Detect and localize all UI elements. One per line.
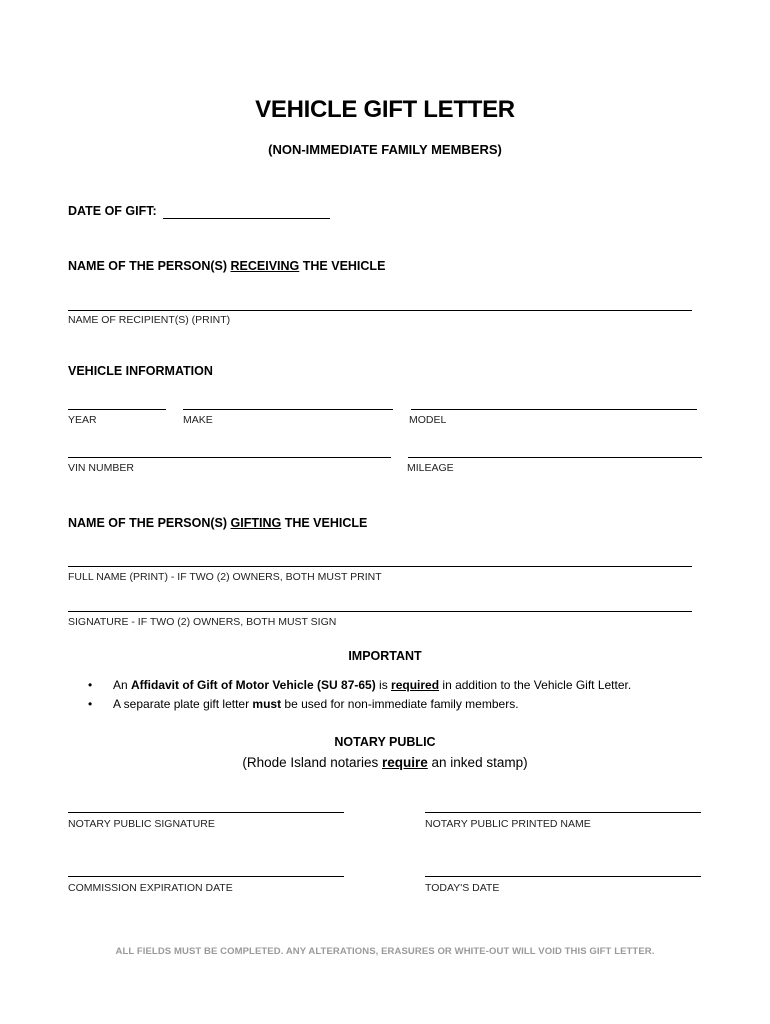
- recipient-heading-post: THE VEHICLE: [299, 259, 386, 273]
- notary-printed-name-field[interactable]: [425, 812, 701, 813]
- model-field[interactable]: [411, 409, 697, 410]
- bullet-2-emphasis: must: [252, 697, 282, 711]
- commission-expiration-field[interactable]: [68, 876, 344, 877]
- important-bullet-1: [113, 676, 631, 695]
- bullet-1-post: in addition to the Vehicle Gift Letter.: [439, 678, 632, 692]
- vin-field[interactable]: [68, 457, 391, 458]
- document-title: VEHICLE GIFT LETTER: [255, 96, 515, 123]
- mileage-caption: MILEAGE: [407, 462, 454, 474]
- document-subtitle: (NON-IMMEDIATE FAMILY MEMBERS): [268, 142, 502, 157]
- footer-warning: ALL FIELDS MUST BE COMPLETED. ANY ALTERATIONS, ERASURES OR WHITE-OUT WILL VOID THIS GIFT LETTER.: [115, 946, 655, 957]
- gifting-heading-post: THE VEHICLE: [281, 516, 368, 530]
- notary-note-pre: (Rhode Island notaries: [242, 755, 382, 770]
- commission-expiration-caption: COMMISSION EXPIRATION DATE: [68, 882, 233, 894]
- make-caption: MAKE: [183, 414, 213, 426]
- list-item: [88, 676, 631, 695]
- year-field[interactable]: [68, 409, 166, 410]
- todays-date-caption: TODAY'S DATE: [425, 882, 500, 894]
- gifting-heading-pre: NAME OF THE PERSON(S): [68, 516, 231, 530]
- notary-signature-field[interactable]: [68, 812, 344, 813]
- gifter-full-name-caption: FULL NAME (PRINT) - IF TWO (2) OWNERS, BOTH MUST PRINT: [68, 571, 382, 583]
- list-item: [88, 695, 631, 714]
- gifter-signature-field[interactable]: [68, 611, 692, 612]
- notary-note-post: an inked stamp): [427, 755, 528, 770]
- make-field[interactable]: [183, 409, 393, 410]
- vin-caption: VIN NUMBER: [68, 462, 134, 474]
- recipient-name-caption: NAME OF RECIPIENT(S) (PRINT): [68, 314, 231, 326]
- bullet-1-mid: is: [375, 678, 392, 692]
- bullet-2-pre: A separate plate gift letter: [113, 697, 253, 711]
- recipient-name-field[interactable]: [68, 310, 692, 311]
- bullet-2-post: be used for non-immediate family members.: [281, 697, 519, 711]
- bullet-1-pre: An: [113, 678, 132, 692]
- recipient-heading: [68, 259, 385, 273]
- gifter-signature-caption: SIGNATURE - IF TWO (2) OWNERS, BOTH MUST SIGN: [68, 616, 337, 628]
- notary-heading: NOTARY PUBLIC: [334, 735, 436, 749]
- recipient-heading-emphasis: RECEIVING: [230, 259, 300, 273]
- year-caption: YEAR: [68, 414, 97, 426]
- mileage-field[interactable]: [408, 457, 702, 458]
- important-bullet-2: [113, 695, 519, 714]
- important-heading: IMPORTANT: [348, 649, 422, 663]
- notary-printed-name-caption: NOTARY PUBLIC PRINTED NAME: [425, 818, 591, 830]
- model-caption: MODEL: [409, 414, 447, 426]
- notary-note: [0, 755, 770, 770]
- notary-signature-caption: NOTARY PUBLIC SIGNATURE: [68, 818, 215, 830]
- date-of-gift-label: DATE OF GIFT:: [68, 204, 157, 218]
- important-list: [88, 676, 631, 714]
- notary-note-emphasis: require: [382, 755, 428, 770]
- gifter-full-name-field[interactable]: [68, 566, 692, 567]
- gifting-heading: [68, 516, 367, 530]
- date-of-gift-field[interactable]: [163, 218, 330, 219]
- bullet-icon: •: [88, 697, 93, 711]
- bullet-1-form-name: Affidavit of Gift of Motor Vehicle (SU 87-65): [131, 678, 376, 692]
- bullet-1-emphasis: required: [391, 678, 440, 692]
- todays-date-field[interactable]: [425, 876, 701, 877]
- gifting-heading-emphasis: GIFTING: [230, 516, 282, 530]
- bullet-icon: •: [88, 678, 93, 692]
- recipient-heading-pre: NAME OF THE PERSON(S): [68, 259, 231, 273]
- vehicle-info-heading: VEHICLE INFORMATION: [68, 364, 213, 378]
